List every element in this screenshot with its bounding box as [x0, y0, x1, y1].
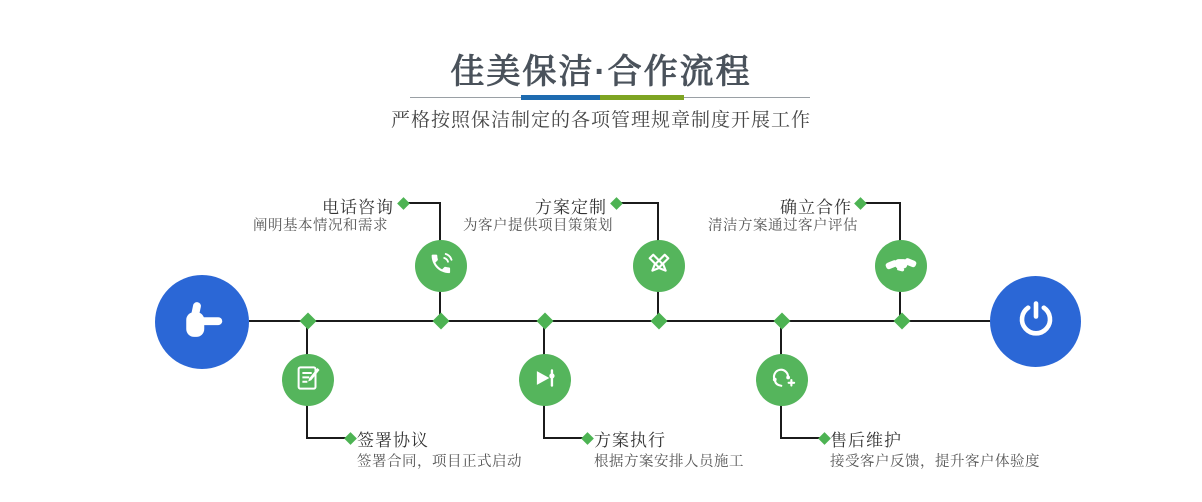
timeline-node-diamond [433, 313, 450, 330]
connector-elbow-h [543, 437, 584, 439]
divider-accent-blue [521, 95, 600, 100]
step-desc-phone: 阐明基本情况和需求 [253, 218, 388, 234]
connector-elbow-h [306, 437, 347, 439]
hand-pointer-icon [175, 293, 229, 352]
timeline-main-line [249, 320, 990, 322]
label-bullet-diamond [818, 432, 831, 445]
step-circle-design [633, 240, 685, 292]
divider-accent-green [600, 95, 684, 100]
step-circle-execute [519, 354, 571, 406]
timeline-node-diamond [651, 313, 668, 330]
play-execute-icon [530, 363, 560, 398]
step-title-phone: 电话咨询 [322, 198, 394, 217]
customer-support-icon [767, 363, 797, 398]
design-pens-icon [644, 249, 674, 284]
step-circle-cooperation [875, 240, 927, 292]
step-circle-contract [282, 354, 334, 406]
handshake-icon [885, 248, 917, 285]
step-desc-support: 接受客户反馈，提升客户体验度 [830, 454, 1040, 470]
label-bullet-diamond [610, 197, 623, 210]
step-title-cooperation: 确立合作 [780, 198, 852, 217]
flow-start-node [155, 275, 249, 369]
step-circle-phone [415, 240, 467, 292]
step-circle-support [756, 354, 808, 406]
step-title-contract: 签署协议 [357, 431, 429, 450]
step-desc-design: 为客户提供项目策策划 [463, 218, 613, 234]
step-desc-execute: 根据方案安排人员施工 [594, 454, 744, 470]
page-subtitle: 严格按照保洁制定的各项管理规章制度开展工作 [390, 110, 811, 131]
step-desc-cooperation: 清洁方案通过客户评估 [708, 218, 858, 234]
label-bullet-diamond [581, 432, 594, 445]
flow-end-node [990, 276, 1081, 367]
timeline-node-diamond [300, 313, 317, 330]
label-bullet-diamond [397, 197, 410, 210]
step-title-design: 方案定制 [535, 198, 607, 217]
step-desc-contract: 签署合同，项目正式启动 [357, 454, 522, 470]
step-title-support: 售后维护 [830, 431, 902, 450]
timeline-node-diamond [537, 313, 554, 330]
label-bullet-diamond [344, 432, 357, 445]
connector-elbow-h [780, 437, 821, 439]
label-bullet-diamond [854, 197, 867, 210]
phone-icon [426, 249, 456, 284]
step-title-execute: 方案执行 [594, 431, 666, 450]
power-icon [1012, 295, 1060, 348]
page-title: 佳美保洁·合作流程 [450, 53, 752, 91]
timeline-node-diamond [774, 313, 791, 330]
contract-sign-icon [293, 363, 323, 398]
timeline-node-diamond [894, 313, 911, 330]
